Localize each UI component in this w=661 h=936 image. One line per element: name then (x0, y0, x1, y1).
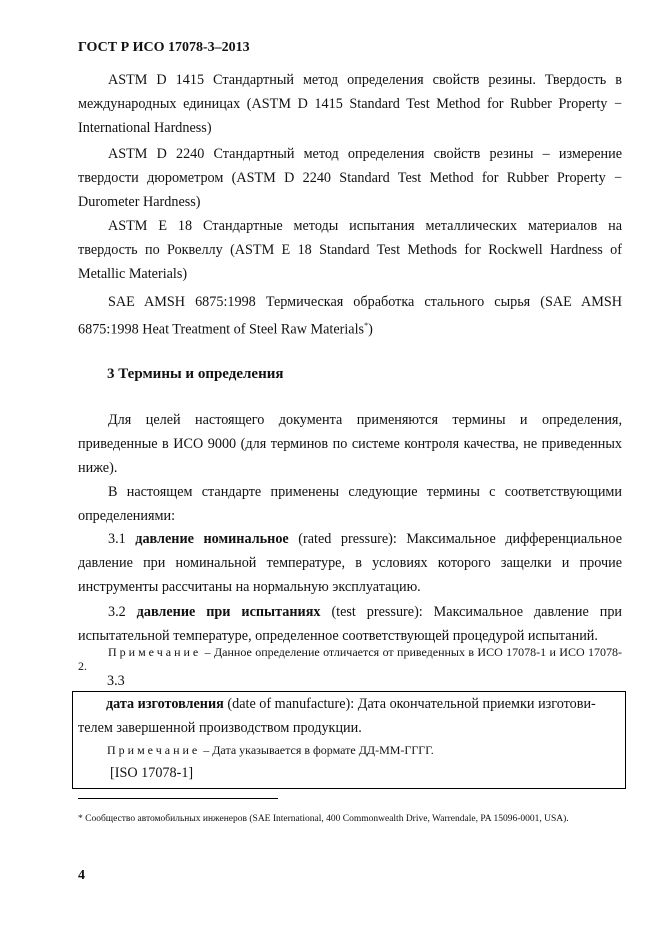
term-definition: (test pressure): Максимальное давление при испытательной температуре, определенное соответствующей процедурой испытаний. (78, 604, 623, 644)
reference-sae-text: SAE AMSH 6875:1998 Термическая обработка стального сырья (SAE AMSH 6875:1998 Heat Treatment of Steel Raw Materials (78, 294, 622, 338)
term-number: 3.2 (108, 604, 126, 620)
reference-astm-e18: ASTM E 18 Стандартные методы испытания металлических материалов на твердость по Роквеллу (ASTM E 18 Standard Test Methods for Rockwell Hardness of Metallic Materials) (78, 218, 622, 282)
note-text: – Данное определение отличается от приведенных в ИСО 17078-1 и ИСО 17078-2. (78, 645, 622, 673)
term-3-3-line2: телем завершенной производством продукции. (78, 720, 362, 736)
term-3-2 (78, 600, 622, 648)
term-name: давление номинальное (135, 531, 289, 547)
term-number: 3.1 (108, 531, 126, 547)
term-3-3-source: [ISO 17078-1] (110, 765, 194, 781)
reference-sae-close: ) (368, 321, 373, 338)
footnote-separator (78, 798, 278, 799)
term-3-3-line1 (106, 692, 622, 716)
reference-astm-d1415: ASTM D 1415 Стандартный метод определения свойств резины. Твердость в международных единицах (ASTM D 1415 Standard Test Method for Rubber Property − International Hardness) (78, 72, 622, 136)
term-3-3-note (107, 743, 434, 758)
reference-sae-amsh (78, 290, 622, 342)
reference-astm-d2240: ASTM D 2240 Стандартный метод определения свойств резины – измерение твердости дюрометром (ASTM D 2240 Standard Test Method for Rubber Property − Durometer Hardness) (78, 146, 622, 210)
term-definition: (rated pressure): Максимальное дифференциальное давление при номинальной температуре, в условиях которого защелки и прочие инструменты рассчитаны на нормальную эксплуатацию. (78, 531, 622, 595)
note-label: Примечание (108, 645, 202, 659)
footnote-mark: * (364, 321, 369, 330)
note-1 (78, 645, 622, 673)
note-text: – Дата указывается в формате ДД-ММ-ГГГГ. (200, 743, 434, 757)
page-number: 4 (78, 868, 85, 883)
footnote: * Сообщество автомобильных инженеров (SAE International, 400 Commonwealth Drive, Warrendale, PA 15096-0001, USA). (78, 814, 569, 824)
term-definition: (date of manufacture): Дата окончательной приемки изготови- (227, 696, 596, 712)
term-3-3-number: 3.3 (107, 673, 125, 689)
note-label: Примечание (107, 743, 201, 757)
term-3-1 (78, 527, 622, 599)
document-header: ГОСТ Р ИСО 17078-3–2013 (78, 40, 250, 55)
intro-paragraph-2: В настоящем стандарте применены следующие термины с соответствующими определениями: (78, 484, 622, 524)
section-title: 3 Термины и определения (107, 366, 284, 382)
term-name: давление при испытаниях (136, 604, 321, 620)
term-name: дата изготовления (106, 696, 224, 712)
intro-paragraph-1: Для целей настоящего документа применяются термины и определения, приведенные в ИСО 9000 (для терминов по системе контроля качества, не приведенных ниже). (78, 412, 622, 476)
